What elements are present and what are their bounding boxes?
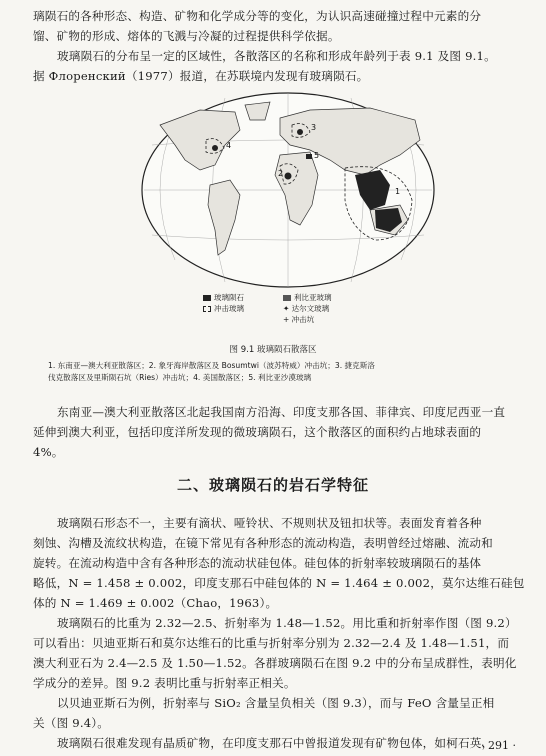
para-2: [33, 46, 513, 86]
text-line: 可以看出：贝迪亚斯石和莫尔达维石的比重与折射率分别为 2.32—2.4 及 1.48—1.51，而: [33, 636, 510, 650]
region-label: 2: [278, 169, 284, 178]
figure-caption: 图 9.1 玻璃陨石散落区: [229, 345, 317, 355]
legend-swatch: [203, 306, 211, 312]
text-line: 璃陨石的各种形态、构造、矿物和化学成分等的变化，为认识高速碰撞过程中元素的分: [33, 9, 482, 23]
text-line: 延伸到澳大利亚，包括印度洋所发现的微玻璃陨石，这个散落区的面积约占地球表面的: [33, 425, 482, 439]
figure-note: [48, 360, 508, 384]
section-heading: 二、玻璃陨石的岩石学特征: [176, 476, 369, 494]
cross-icon: +: [283, 315, 292, 324]
text-line: 馏、矿物的形成、熔体的飞溅与冷凝的过程提供科学依据。: [33, 29, 340, 43]
region-label: 3: [311, 123, 317, 132]
text-line: 玻璃陨石很难发现有晶质矿物，在印度支那石中曾报道发现有矿物包体，如柯石英，: [57, 736, 494, 750]
legend-darwin-glass: 达尔文玻璃: [291, 304, 330, 313]
text-line: 玻璃陨石的比重为 2.32—2.5、折射率为 1.48—1.52。用比重和折射率作图（图 9.2）: [57, 616, 517, 630]
region-label: 4: [226, 141, 232, 150]
text-line: 据 Флоренский（1977）报道，在苏联境内发现有玻璃陨石。: [33, 69, 369, 83]
legend-tektite: 玻璃陨石: [214, 293, 244, 302]
legend-swatch: [203, 295, 211, 301]
para-6: [33, 693, 513, 733]
text-line: 学成分的差异。图 9.2 表明比重与折射率正相关。: [33, 676, 296, 690]
para-7: [33, 733, 513, 753]
region-label: 1: [395, 187, 401, 196]
legend-libyan-glass: 利比亚玻璃: [294, 293, 332, 302]
text-line: 刻蚀、沟槽及流纹状构造，在镜下常见有各种形态的流动构造，表明曾经过熔融、流动和: [33, 536, 493, 550]
legend-swatch: [283, 295, 291, 301]
text-line: 以贝迪亚斯石为例，折射率与 SiO₂ 含量呈负相关（图 9.3），而与 FeO 含量呈正相: [57, 696, 495, 710]
text-line: 略低，N = 1.458 ± 0.002，印度支那石中硅包体的 N = 1.464 ± 0.002，莫尔达维石硅包: [33, 576, 525, 590]
note-line: 伐克散落区及里斯陨石坑（Ries）冲击坑；4. 美国散落区；5. 利比亚沙漠玻璃: [48, 373, 312, 382]
legend-crater: 冲击坑: [291, 315, 315, 324]
note-line: 1. 东南亚—澳大利亚散落区；2. 象牙海岸散落区及 Bosumtwi（波苏特威）冲击坑；3. 捷克斯洛: [48, 361, 375, 370]
text-line: 澳大利亚石为 2.4—2.5 及 1.50—1.52。各群玻璃陨石在图 9.2 中的分布呈成群性，表明化: [33, 656, 517, 670]
region-label: 5: [314, 151, 320, 160]
text-line: 玻璃陨石的分布呈一定的区域性，各散落区的名称和形成年龄列于表 9.1 及图 9.1。: [57, 49, 496, 63]
text-line: 东南亚—澳大利亚散落区北起我国南方沿海、印度支那各国、菲律宾、印度尼西亚一直: [57, 405, 506, 419]
legend-impact-glass: 冲击玻璃: [214, 304, 244, 313]
para-3: [33, 402, 513, 462]
para-1: [33, 6, 513, 46]
text-line: 体的 N = 1.469 ± 0.002（Chao，1963）。: [33, 596, 278, 610]
page-number: · 291 ·: [481, 739, 516, 752]
text-line: 旋转。在流动构造中含有各种形态的流动状硅包体。硅包体的折射率较玻璃陨石的基体: [33, 556, 482, 570]
para-5: [33, 613, 517, 693]
text-line: 4%。: [33, 445, 64, 459]
text-line: 关（图 9.4）。: [33, 716, 110, 730]
text-line: 玻璃陨石形态不一，主要有滴状、哑铃状、不规则状及钮扣状等。表面发育着各种: [57, 516, 482, 530]
star-icon: ✦: [283, 304, 292, 313]
world-map: [140, 90, 436, 290]
para-4: [33, 513, 525, 613]
